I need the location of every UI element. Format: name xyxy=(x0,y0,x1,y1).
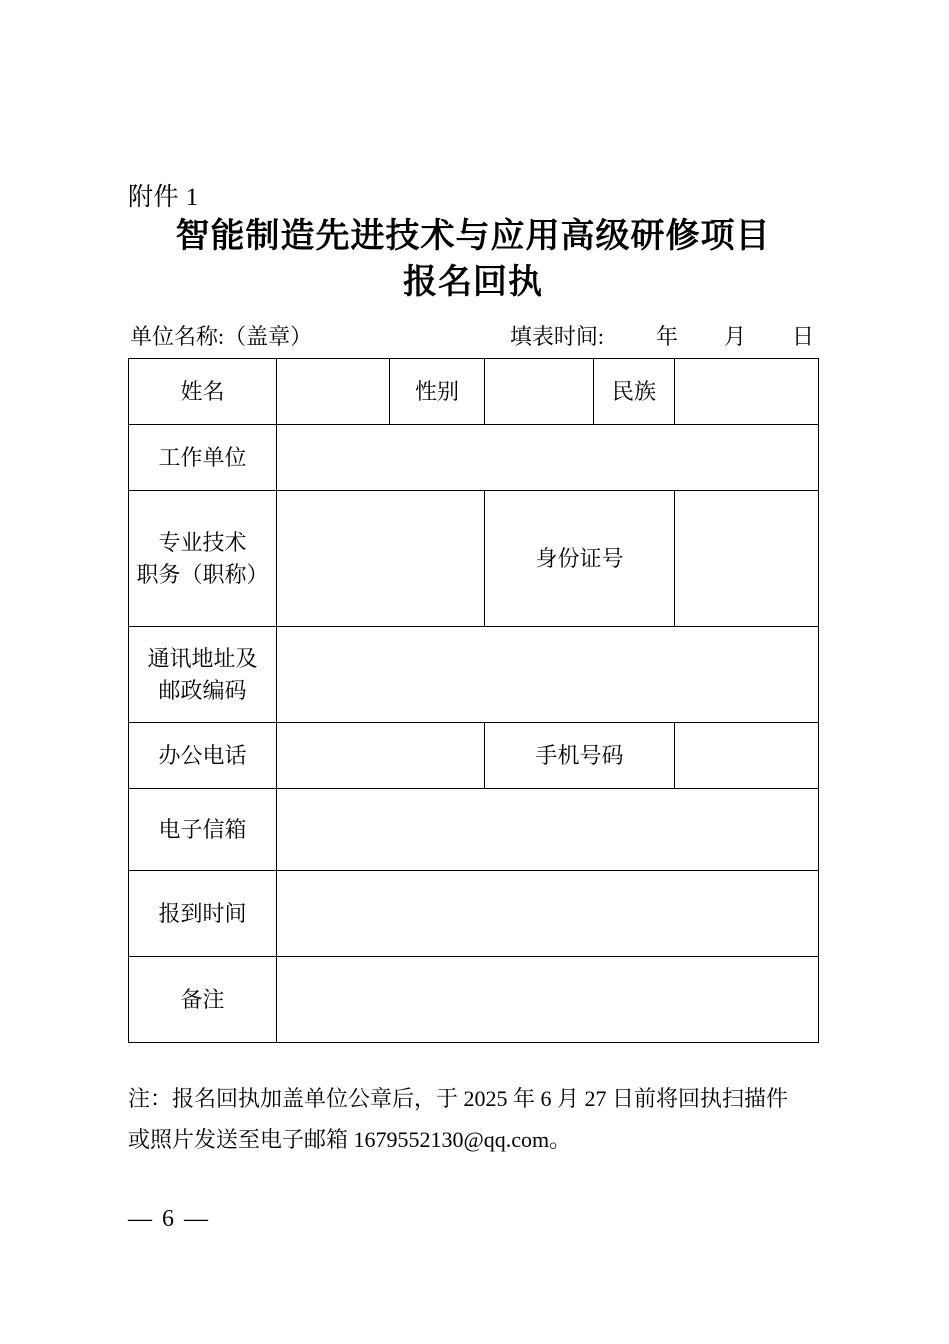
table-row xyxy=(129,425,819,491)
cell-technical-title-label xyxy=(129,491,277,627)
table-row xyxy=(129,359,819,425)
day-label: 日 xyxy=(791,324,814,349)
address-line-2: 邮政编码 xyxy=(158,677,247,703)
attachment-label: 附件 1 xyxy=(128,184,199,211)
cell-mobile-phone-label: 手机号码 xyxy=(485,723,675,789)
table-row xyxy=(129,723,819,789)
cell-report-time-label: 报到时间 xyxy=(129,871,277,957)
year-label: 年 xyxy=(655,324,678,349)
technical-title-line-1: 专业技术 xyxy=(158,529,247,555)
table-row xyxy=(129,627,819,723)
cell-technical-title-value[interactable] xyxy=(277,491,485,627)
fill-time-group xyxy=(510,320,820,351)
page-number: — 6 — xyxy=(128,1206,210,1232)
cell-id-number-label: 身份证号 xyxy=(485,491,675,627)
address-line-1: 通讯地址及 xyxy=(147,645,258,671)
cell-name-label: 姓名 xyxy=(129,359,277,425)
cell-work-unit-value[interactable] xyxy=(277,425,819,491)
cell-ethnicity-label: 民族 xyxy=(594,359,675,425)
form-note xyxy=(128,1078,828,1160)
note-line-2: 或照片发送至电子邮箱 1679552130@qq.com。 xyxy=(128,1127,572,1152)
title-line-2: 报名回执 xyxy=(403,264,543,301)
fill-time-label: 填表时间: xyxy=(509,324,604,349)
month-label: 月 xyxy=(723,324,746,349)
cell-email-value[interactable] xyxy=(277,789,819,871)
cell-ethnicity-value[interactable] xyxy=(675,359,819,425)
table-row xyxy=(129,789,819,871)
registration-form-table xyxy=(128,358,819,1043)
page-title xyxy=(128,214,818,306)
cell-id-number-value[interactable] xyxy=(675,491,819,627)
cell-remarks-value[interactable] xyxy=(277,957,819,1043)
cell-address-label xyxy=(129,627,277,723)
cell-gender-label: 性别 xyxy=(390,359,485,425)
technical-title-line-2: 职务（职称） xyxy=(136,561,269,587)
cell-office-phone-value[interactable] xyxy=(277,723,485,789)
form-meta-row xyxy=(130,320,820,351)
cell-gender-value[interactable] xyxy=(485,359,594,425)
cell-mobile-phone-value[interactable] xyxy=(675,723,819,789)
title-line-1: 智能制造先进技术与应用高级研修项目 xyxy=(175,218,771,255)
cell-email-label: 电子信箱 xyxy=(129,789,277,871)
cell-office-phone-label: 办公电话 xyxy=(129,723,277,789)
table-row xyxy=(129,491,819,627)
cell-address-value[interactable] xyxy=(277,627,819,723)
table-row xyxy=(129,957,819,1043)
cell-name-value[interactable] xyxy=(277,359,390,425)
cell-remarks-label: 备注 xyxy=(129,957,277,1043)
cell-report-time-value[interactable] xyxy=(277,871,819,957)
note-line-1: 注：报名回执加盖单位公章后，于 2025 年 6 月 27 日前将回执扫描件 xyxy=(128,1086,789,1111)
unit-name-label: 单位名称:（盖章） xyxy=(130,324,313,349)
table-row xyxy=(129,871,819,957)
cell-work-unit-label: 工作单位 xyxy=(129,425,277,491)
